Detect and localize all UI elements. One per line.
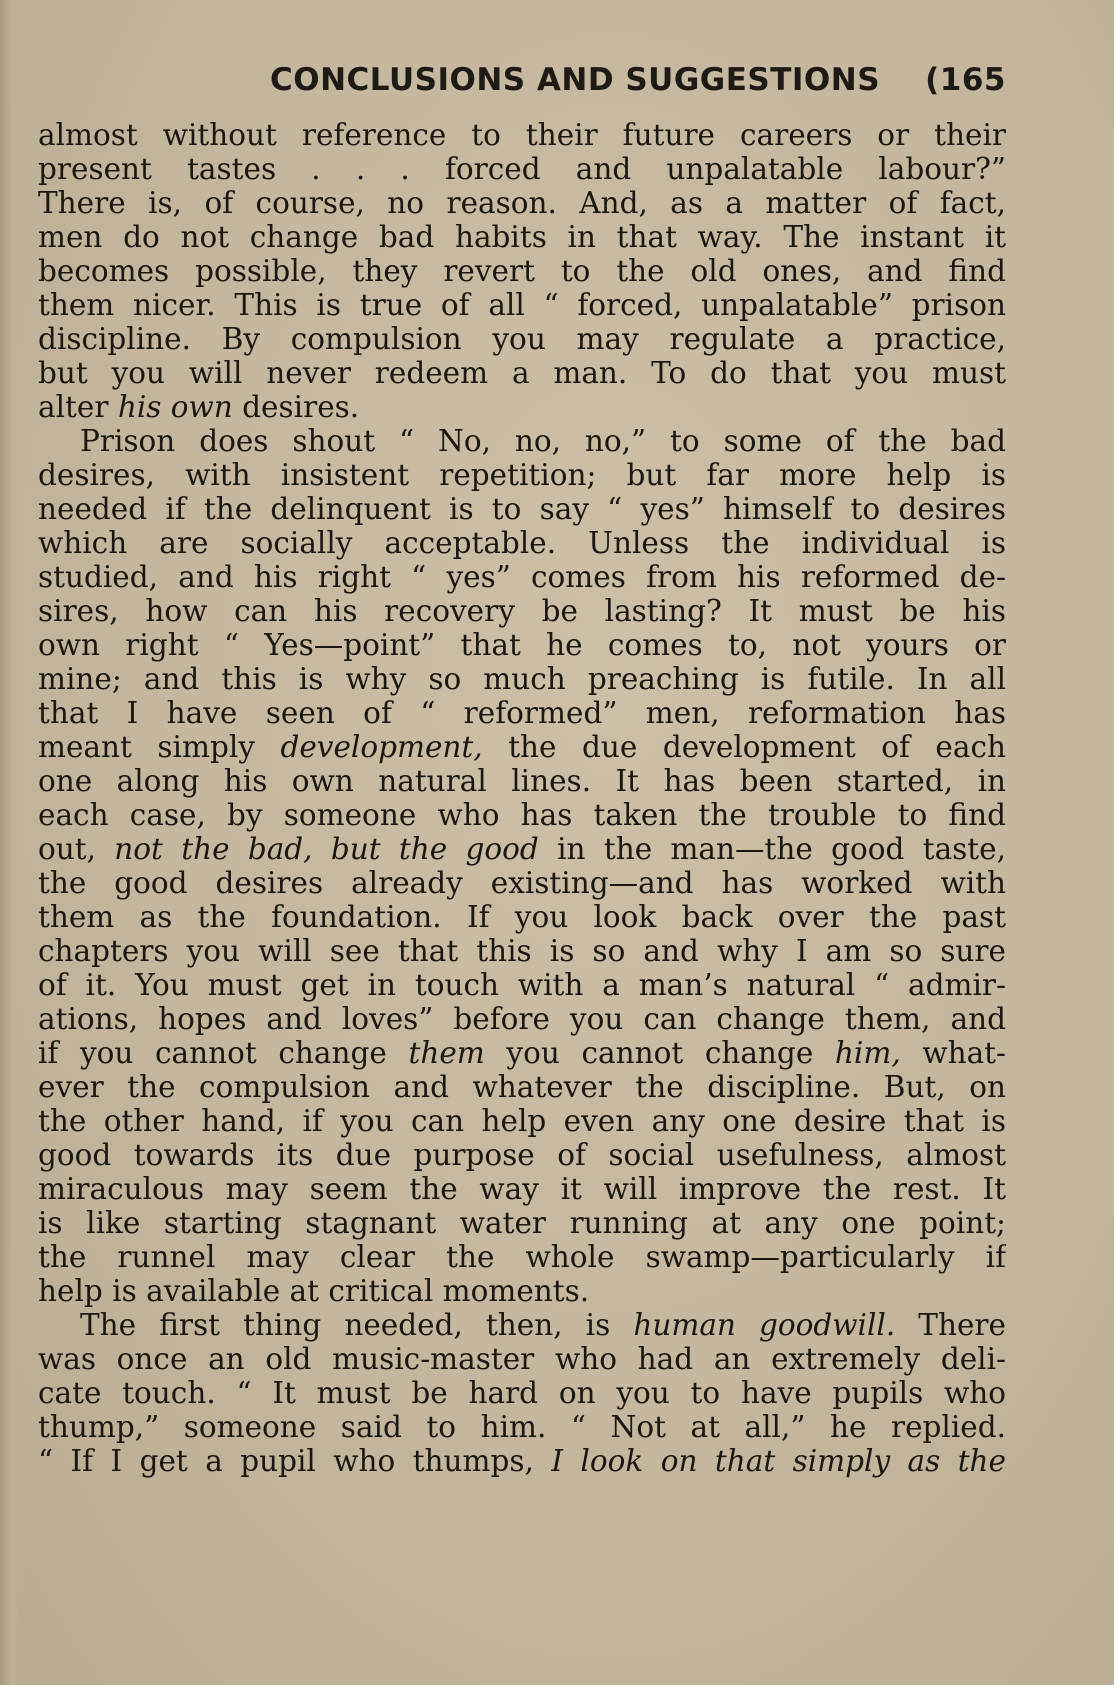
text-run: The first thing needed, then, is [80,1308,634,1342]
text-line [38,594,1006,628]
running-header [270,62,1010,112]
italic-text: him, [834,1036,901,1070]
paragraph [38,118,1006,424]
text-run: thump,” someone said to him. “ Not at all,” he replied. [38,1410,1006,1444]
page-gutter [0,0,18,1685]
text-line [38,696,1006,730]
italic-text: development, [280,730,483,764]
text-run: that I have seen of “ reformed” men, reformation has [38,696,1006,730]
text-run: you cannot change [484,1036,835,1070]
text-run: but you will never redeem a man. To do that you must [38,356,1006,390]
text-run: chapters you will see that this is so and why I am so sure [38,934,1006,968]
text-run: men do not change bad habits in that way. The instant it [38,220,1006,254]
text-run: Prison does shout “ No, no, no,” to some of the bad [80,424,1006,458]
italic-text: his own [117,390,233,424]
text-line [38,1070,1006,1104]
text-run: the good desires already existing—and has worked with [38,866,1006,900]
text-run: out, [38,832,115,866]
text-run: sires, how can his recovery be lasting? It must be his [38,594,1006,628]
text-line [38,662,1006,696]
text-line [38,1036,1006,1070]
text-run: studied, and his right “ yes” comes from his reformed de- [38,560,1006,594]
text-line [38,492,1006,526]
text-line [38,1002,1006,1036]
text-line [38,322,1006,356]
text-run: what- [900,1036,1006,1070]
text-line [38,526,1006,560]
text-line [38,458,1006,492]
text-line [38,900,1006,934]
text-run: the due development of each [482,730,1006,764]
text-run: them as the foundation. If you look back over the past [38,900,1006,934]
text-run: is like starting stagnant water running at any one point; [38,1206,1006,1240]
paragraph [38,1308,1006,1478]
text-line [38,934,1006,968]
text-run: ations, hopes and loves” before you can change them, and [38,1002,1006,1036]
text-run: desires, with insistent repetition; but far more help is [38,458,1006,492]
text-run: the runnel may clear the whole swamp—particularly if [38,1240,1006,1274]
text-line [38,1206,1006,1240]
italic-text: human goodwill. [633,1308,896,1342]
text-line [38,1274,1006,1308]
text-line [38,1172,1006,1206]
text-run: almost without reference to their future careers or their [38,118,1006,152]
text-run: own right “ Yes—point” that he comes to, not yours or [38,628,1006,662]
text-run: desires. [232,390,360,424]
text-run: needed if the delinquent is to say “ yes” himself to desires [38,492,1006,526]
text-line [38,1240,1006,1274]
text-run: which are socially acceptable. Unless the individual is [38,526,1006,560]
text-run: discipline. By compulsion you may regulate a practice, [38,322,1006,356]
text-run: There is, of course, no reason. And, as a matter of fact, [38,186,1006,220]
text-line [38,118,1006,152]
running-title: CONCLUSIONS AND SUGGESTIONS [270,62,881,98]
text-line [38,798,1006,832]
text-line [38,832,1006,866]
text-run: becomes possible, they revert to the old ones, and find [38,254,1006,288]
text-run: help is available at critical moments. [38,1274,590,1308]
text-line [38,730,1006,764]
text-line [38,1410,1006,1444]
text-run: one along his own natural lines. It has been started, in [38,764,1006,798]
text-line [38,152,1006,186]
text-line [38,1444,1006,1478]
text-line [38,560,1006,594]
text-run: cate touch. “ It must be hard on you to have pupils who [38,1376,1006,1410]
text-run: present tastes . . . forced and unpalatable labour?” [38,152,1006,186]
text-line [38,356,1006,390]
text-line [38,968,1006,1002]
text-run: of it. You must get in touch with a man’s natural “ admir- [38,968,1006,1002]
text-line [38,288,1006,322]
text-line [38,1342,1006,1376]
text-run: ever the compulsion and whatever the discipline. But, on [38,1070,1006,1104]
text-run: good towards its due purpose of social usefulness, almost [38,1138,1006,1172]
text-line [38,764,1006,798]
text-line [38,186,1006,220]
text-run: was once an old music-master who had an extremely deli- [38,1342,1006,1376]
text-line [38,390,1006,424]
italic-text: them [408,1036,485,1070]
text-line [38,220,1006,254]
text-run: mine; and this is why so much preaching is futile. In all [38,662,1006,696]
text-run: miraculous may seem the way it will improve the rest. It [38,1172,1006,1206]
text-line [38,628,1006,662]
text-line [38,1376,1006,1410]
text-run: in the man—the good taste, [538,832,1006,866]
italic-text: not the bad, but the good [114,832,539,866]
text-run: them nicer. This is true of all “ forced, unpalatable” prison [38,288,1006,322]
text-run: each case, by someone who has taken the trouble to find [38,798,1006,832]
text-run: the other hand, if you can help even any one desire that is [38,1104,1006,1138]
text-line [38,866,1006,900]
paragraph [38,424,1006,1308]
text-line [38,424,1006,458]
text-line [38,1308,1006,1342]
italic-text: I look on that simply as the [551,1444,1006,1478]
text-run: if you cannot change [38,1036,409,1070]
text-run: There [895,1308,1006,1342]
text-line [38,1104,1006,1138]
page-number: (165 [925,62,1006,98]
text-run: “ If I get a pupil who thumps, [38,1444,552,1478]
text-line [38,1138,1006,1172]
text-run: alter [38,390,118,424]
text-line [38,254,1006,288]
text-run: meant simply [38,730,281,764]
body-text [38,118,1006,1478]
